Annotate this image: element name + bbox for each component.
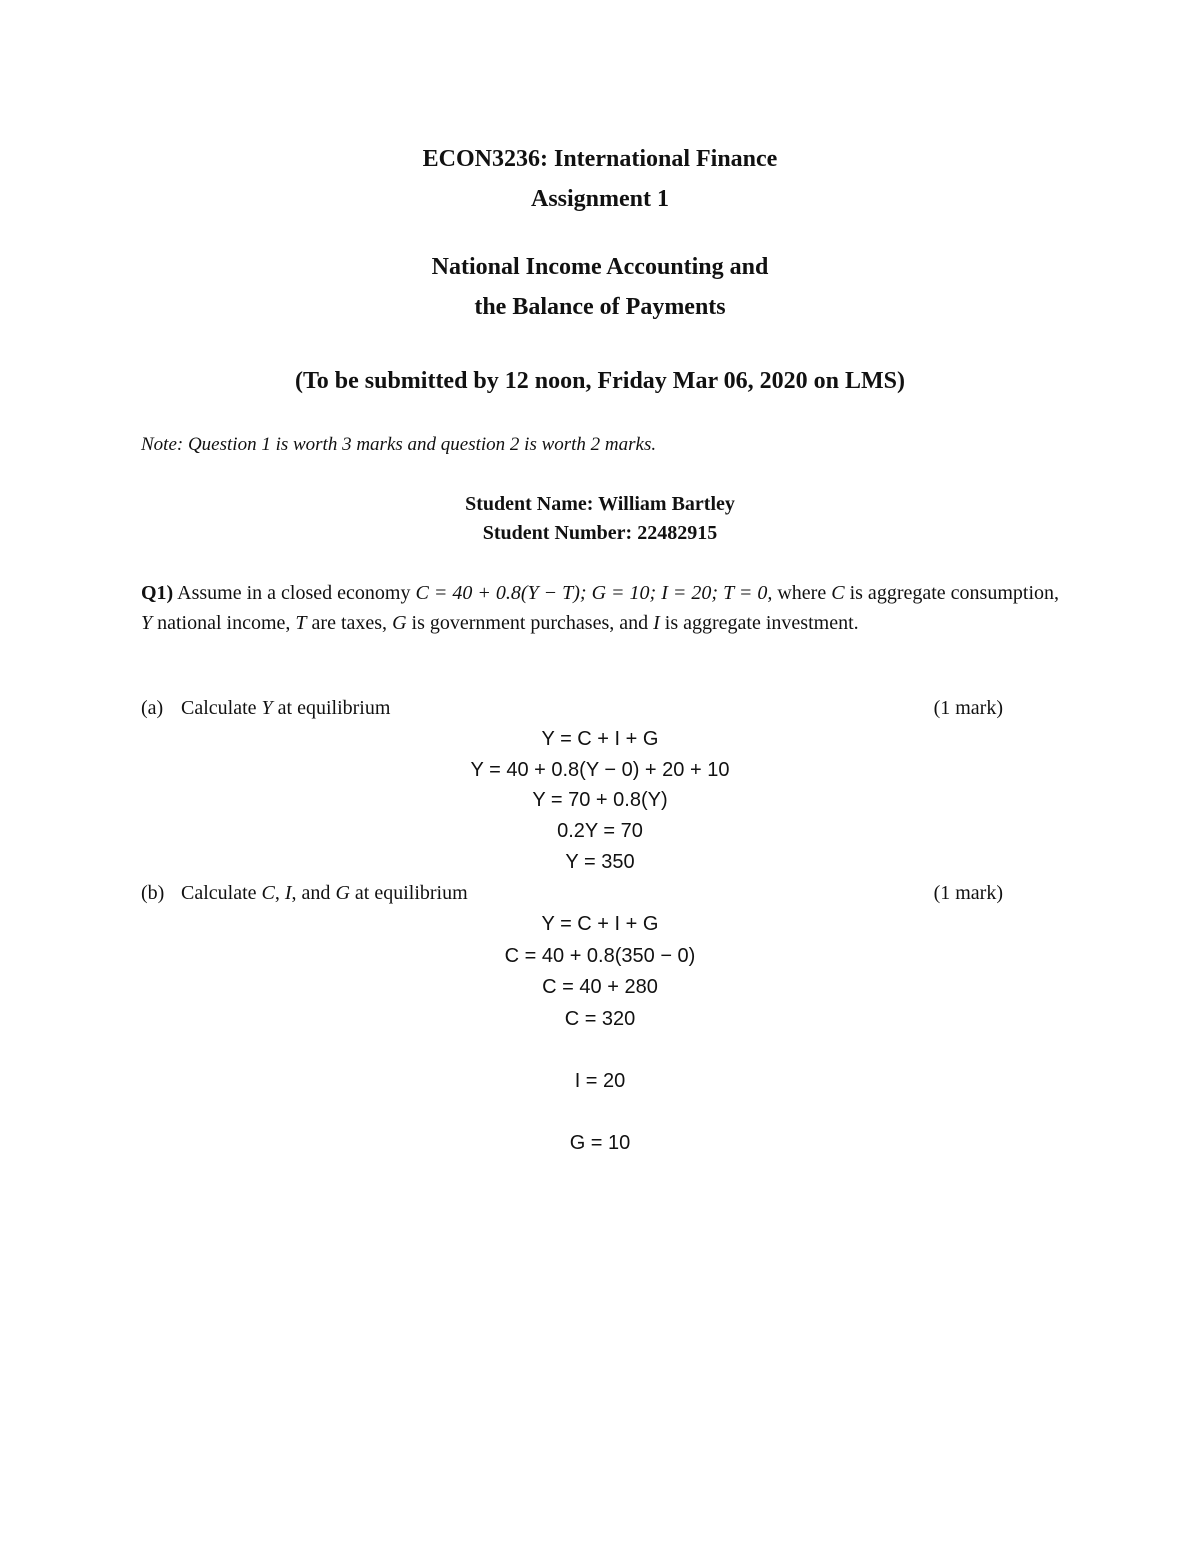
q1-var-i: I: [653, 612, 660, 634]
part-a-marks: (1 mark): [933, 697, 1003, 719]
part-a-equation-line: Y = C + I + G: [541, 728, 659, 750]
part-a-label: (a): [141, 697, 164, 719]
q1-text-a: Assume in a closed economy: [173, 582, 416, 604]
part-a-equation-line: 0.2Y = 70: [557, 820, 643, 842]
assignment-title: Assignment 1: [530, 186, 669, 212]
q1-var-t: T: [295, 612, 307, 634]
q1-text-g: is aggregate investment.: [659, 612, 859, 634]
q1-model-equation: C = 40 + 0.8(Y − T); G = 10; I = 20; T = 0,: [415, 582, 773, 604]
part-b-sep2: , and: [291, 882, 336, 904]
part-a-prompt: [141, 697, 390, 720]
part-b-text-after: at equilibrium: [349, 882, 468, 904]
topic-title-line1: National Income Accounting and: [431, 254, 769, 280]
part-a-text-after: at equilibrium: [272, 697, 391, 719]
question-1-label: Q1): [141, 582, 174, 604]
submission-deadline: (To be submitted by 12 noon, Friday Mar 06, 2020 on LMS): [294, 368, 906, 394]
part-b-var-i: I: [284, 882, 292, 904]
part-b-prompt: [141, 882, 468, 905]
part-a-equation-line: Y = 350: [565, 851, 635, 873]
student-number: Student Number: 22482915: [482, 522, 718, 544]
part-b-marks: (1 mark): [933, 882, 1003, 904]
part-b-equation-line: C = 40 + 280: [542, 976, 658, 998]
part-b-sep1: ,: [274, 882, 285, 904]
q1-var-y: Y: [141, 612, 153, 634]
q1-text-c: is aggregate consumption,: [844, 582, 1060, 604]
q1-text-f: is government purchases, and: [406, 612, 654, 634]
part-b-equation-line: C = 320: [564, 1008, 636, 1030]
part-b-equation-line: I = 20: [574, 1070, 626, 1092]
part-b-text-before: Calculate: [181, 882, 262, 904]
q1-text-e: are taxes,: [306, 612, 393, 634]
part-a-text-before: Calculate: [181, 697, 262, 719]
marks-note: Note: Question 1 is worth 3 marks and question 2 is worth 2 marks.: [141, 434, 657, 455]
part-b-var-g: G: [335, 882, 350, 904]
part-a-equation-line: Y = 40 + 0.8(Y − 0) + 20 + 10: [470, 759, 730, 781]
student-name: Student Name: William Bartley: [465, 493, 735, 515]
topic-title-line2: the Balance of Payments: [474, 294, 726, 320]
part-b-equation-line: Y = C + I + G: [541, 913, 659, 935]
q1-var-c: C: [831, 582, 845, 604]
part-b-var-c: C: [261, 882, 275, 904]
part-a-equation-line: Y = 70 + 0.8(Y): [532, 789, 668, 811]
q1-text-b: where: [772, 582, 832, 604]
part-b-equation-line: C = 40 + 0.8(350 − 0): [504, 945, 696, 967]
part-b-label: (b): [141, 882, 165, 904]
q1-var-g: G: [392, 612, 407, 634]
q1-text-d: national income,: [152, 612, 296, 634]
part-a-var: Y: [261, 697, 273, 719]
course-title: ECON3236: International Finance: [422, 146, 778, 172]
part-b-equation-line: G = 10: [569, 1132, 631, 1154]
question-1-text: [141, 578, 1059, 638]
